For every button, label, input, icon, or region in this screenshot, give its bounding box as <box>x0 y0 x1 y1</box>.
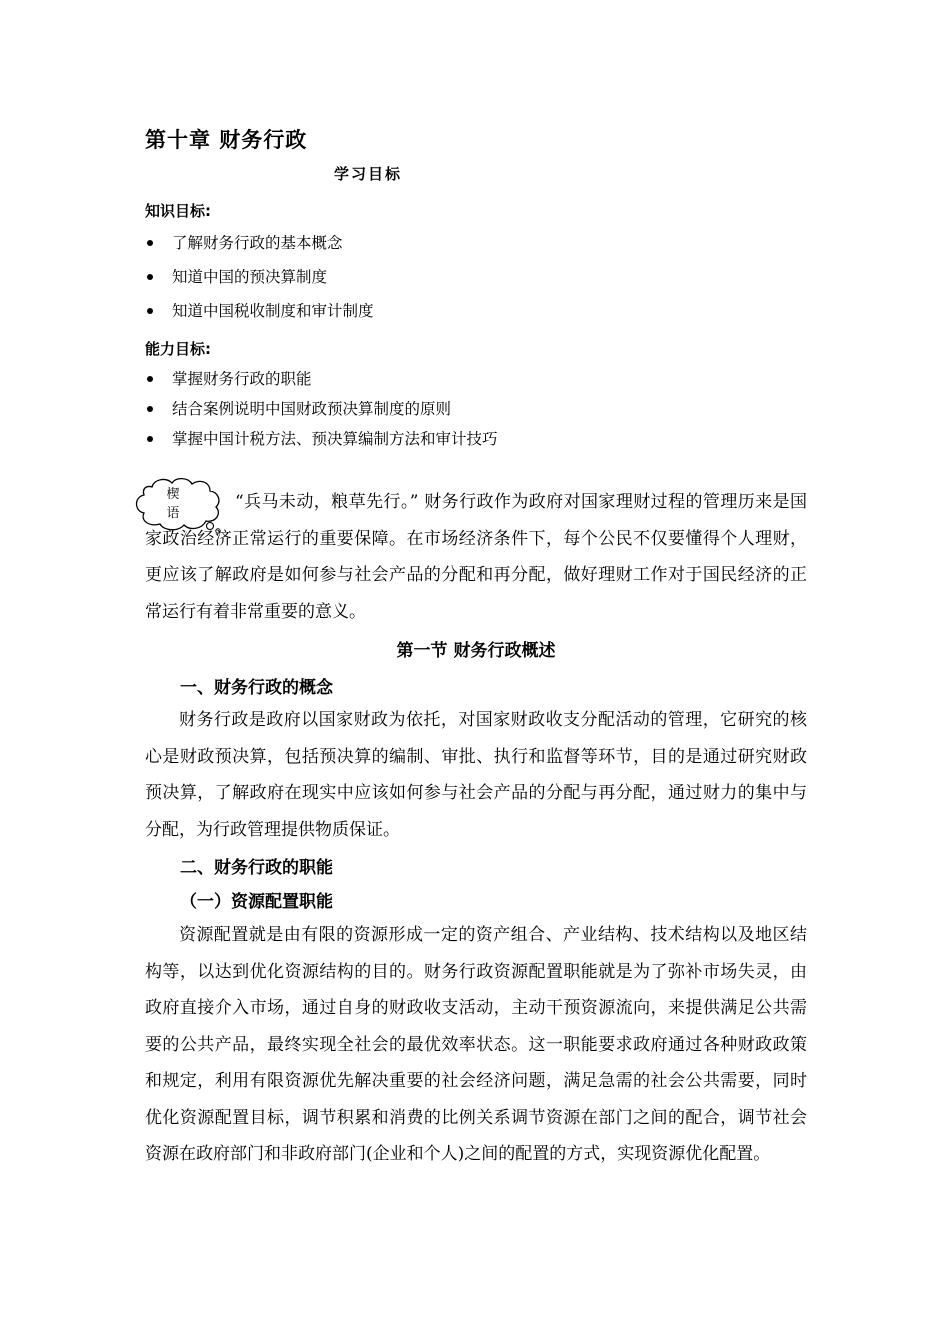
callout-char-2: 语 <box>166 506 180 521</box>
list-item <box>145 364 498 394</box>
section-title: 第一节 财务行政概述 <box>396 641 556 661</box>
list-item-text: 结合案例说明中国财政预决算制度的原则 <box>172 400 452 418</box>
list-item-text: 了解财务行政的基本概念 <box>172 234 343 252</box>
list-item <box>145 294 374 328</box>
bullet-icon <box>147 240 153 246</box>
intro-paragraph: “兵马未动，粮草先行。” 财务行政作为政府对国家理财过程的管理历来是国家政治经济正常运行的重要保障。在市场经济条件下，每个公民不仅要懂得个人理财，更应该了解政府是如何参与社会产品的分配和再分配，做好理财工作对于国民经济的正常运行有着非常重要的意义。 <box>145 492 807 622</box>
resource-allocation-paragraph: 资源配置就是由有限的资源形成一定的资产组合、产业结构、技术结构以及地区结构等，以达到优化资源结构的目的。财务行政资源配置职能就是为了弥补市场失灵，由政府直接介入市场，通过自身的财政收支活动，主动干预资源流向，来提供满足公共需要的公共产品，最终实现全社会的最优效率状态。这一职能要求政府通过各种财政政策和规定，利用有限资源优先解决重要的社会经济问题，满足急需的社会公共需要，同时优化资源配置目标，调节积累和消费的比例关系调节资源在部门之间的配合，调节社会资源在政府部门和非政府部门(企业和个人)之间的配置的方式，实现资源优化配置。 <box>145 925 807 1164</box>
concept-heading: 一、财务行政的概念 <box>180 678 333 698</box>
functions-heading: 二、财务行政的职能 <box>180 858 333 878</box>
callout-char-1: 楔 <box>166 487 180 502</box>
list-item-text: 掌握财务行政的职能 <box>172 370 312 388</box>
list-item-text: 掌握中国计税方法、预决算编制方法和审计技巧 <box>172 430 498 448</box>
knowledge-goals-heading: 知识目标: <box>145 202 211 220</box>
knowledge-goals-list <box>145 226 374 328</box>
list-item-text: 知道中国税收制度和审计制度 <box>172 302 374 320</box>
list-item <box>145 394 498 424</box>
chapter-title: 第十章 财务行政 <box>145 127 308 152</box>
list-item <box>145 260 374 294</box>
bullet-icon <box>147 376 153 382</box>
list-item <box>145 226 374 260</box>
bullet-icon <box>147 436 153 442</box>
concept-paragraph: 财务行政是政府以国家财政为依托，对国家财政收支分配活动的管理，它研究的核心是财政预决算，包括预决算的编制、审批、执行和监督等环节，目的是通过研究财政预决算，了解政府在现实中应该如何参与社会产品的分配与再分配，通过财力的集中与分配，为行政管理提供物质保证。 <box>145 710 807 840</box>
resource-allocation-heading: （一）资源配置职能 <box>180 892 333 912</box>
list-item-text: 知道中国的预决算制度 <box>172 268 328 286</box>
list-item <box>145 424 498 454</box>
ability-goals-list <box>145 364 498 454</box>
bullet-icon <box>147 274 153 280</box>
ability-goals-heading: 能力目标: <box>145 340 211 358</box>
learning-goals-heading: 学习目标 <box>334 165 403 183</box>
bullet-icon <box>147 308 153 314</box>
bullet-icon <box>147 406 153 412</box>
